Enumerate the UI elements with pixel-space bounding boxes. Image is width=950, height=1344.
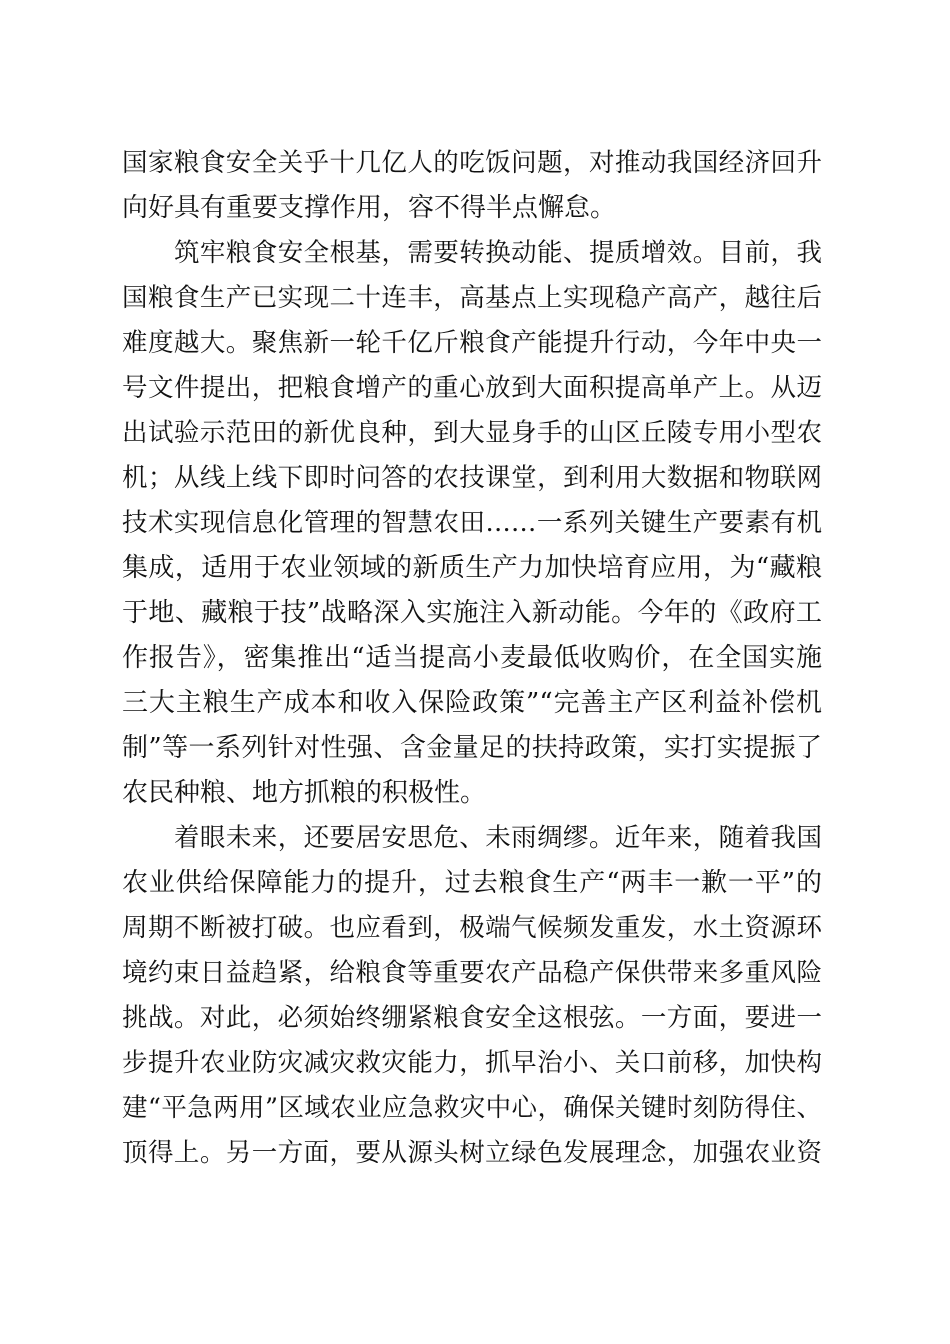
text-line: 出试验示范田的新优良种，到大显身手的山区丘陵专用小型农 [122,418,822,448]
text-line: 制”等一系列针对性强、含金量足的扶持政策，实打实提振了 [122,733,822,763]
text-line: 作报告》，密集推出“适当提高小麦最低收购价，在全国实施 [122,643,822,673]
text-line: 农民种粮、地方抓粮的积极性。 [122,778,487,808]
text-line: 国家粮食安全关乎十几亿人的吃饭问题，对推动我国经济回升 [122,148,822,178]
paragraph-start-line: 筑牢粮食安全根基，需要转换动能、提质增效。目前，我 [174,238,822,268]
text-line: 技术实现信息化管理的智慧农田……一系列关键生产要素有机 [122,508,822,538]
text-line: 号文件提出，把粮食增产的重心放到大面积提高单产上。从迈 [122,373,822,403]
text-line: 步提升农业防灾减灾救灾能力，抓早治小、关口前移，加快构 [122,1048,822,1078]
text-line: 挑战。对此，必须始终绷紧粮食安全这根弦。一方面，要进一 [122,1003,822,1033]
text-line: 向好具有重要支撑作用，容不得半点懈怠。 [122,193,617,223]
text-line: 顶得上。另一方面，要从源头树立绿色发展理念，加强农业资 [122,1138,822,1168]
text-line: 国粮食生产已实现二十连丰，高基点上实现稳产高产，越往后 [122,283,822,313]
paragraph-start-line: 着眼未来，还要居安思危、未雨绸缪。近年来，随着我国 [174,823,822,853]
text-line: 三大主粮生产成本和收入保险政策”“完善主产区利益补偿机 [122,688,822,718]
text-line: 境约束日益趋紧，给粮食等重要农产品稳产保供带来多重风险 [122,958,822,988]
text-line: 建“平急两用”区域农业应急救灾中心，确保关键时刻防得住、 [122,1093,822,1123]
text-line: 机；从线上线下即时问答的农技课堂，到利用大数据和物联网 [122,463,822,493]
text-line: 农业供给保障能力的提升，过去粮食生产“两丰一歉一平”的 [122,868,822,898]
text-line: 周期不断被打破。也应看到，极端气候频发重发，水土资源环 [122,913,822,943]
text-line: 集成，适用于农业领域的新质生产力加快培育应用，为“藏粮 [122,553,822,583]
text-line: 难度越大。聚焦新一轮千亿斤粮食产能提升行动，今年中央一 [122,328,822,358]
text-line: 于地、藏粮于技”战略深入实施注入新动能。今年的《政府工 [122,598,822,628]
